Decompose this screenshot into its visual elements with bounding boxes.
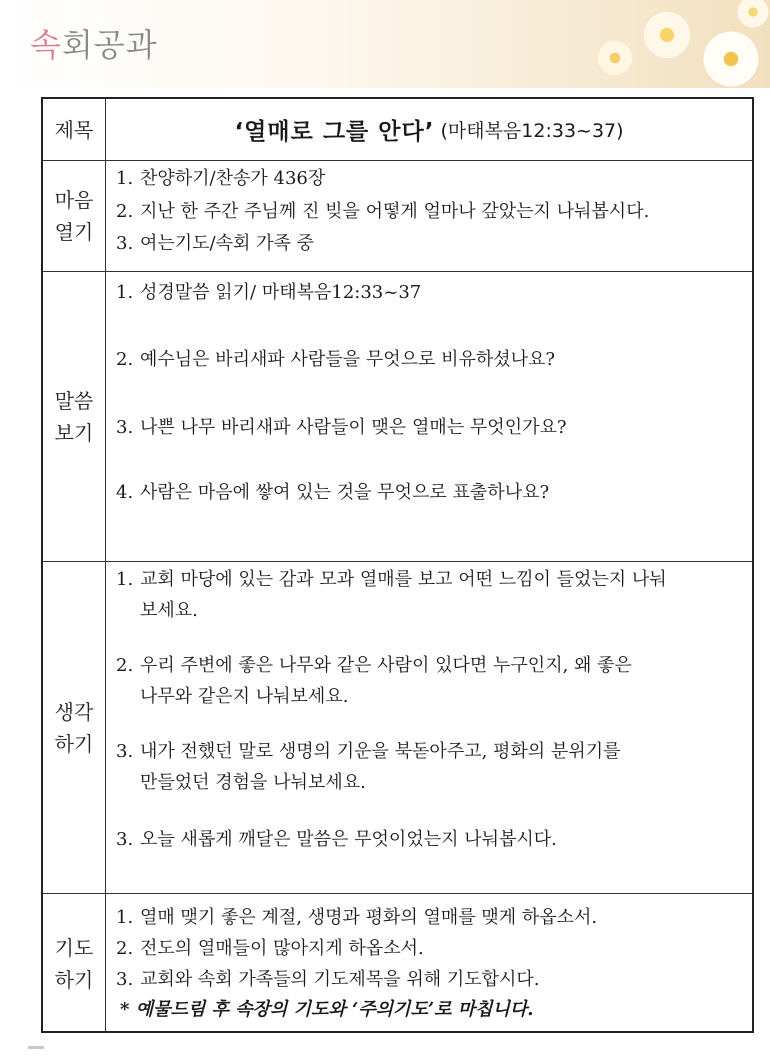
section-content — [106, 161, 752, 271]
section-content — [106, 272, 752, 561]
item-number: 1. — [116, 168, 134, 189]
item-number: 4. — [116, 482, 134, 503]
item-number: 1. — [116, 282, 134, 303]
item-text: 내가 전했던 말로 생명의 기운을 북돋아주고, 평화의 분위기를 — [140, 741, 621, 762]
list-item — [116, 196, 744, 227]
title-row — [43, 99, 752, 161]
logo-rest: 회공과 — [61, 26, 158, 64]
item-text: 여는기도/속회 가족 중 — [140, 233, 314, 254]
list-item — [116, 228, 744, 259]
list-item — [116, 824, 744, 855]
item-number: 3. — [116, 233, 134, 254]
item-text: 예수님은 바리새파 사람들을 무엇으로 비유하셨나요? — [140, 349, 556, 370]
list-item — [116, 736, 744, 798]
title-label-text: 제목 — [54, 117, 94, 142]
item-text: 성경말씀 읽기/ 마태복음12:33~37 — [140, 282, 422, 303]
section-label-line: 마음 — [54, 188, 94, 212]
section-prayer — [43, 894, 752, 1033]
closing-note: * 예물드림 후 속장의 기도와 ‘주의기도’로 마칩니다. — [120, 999, 534, 1020]
flower-decoration — [700, 28, 762, 90]
item-text-continued: 나무와 같은지 나눠보세요. — [140, 686, 349, 707]
list-item — [116, 902, 744, 933]
item-text: 우리 주변에 좋은 나무와 같은 사람이 있다면 누구인지, 왜 좋은 — [140, 655, 632, 676]
list-item — [116, 650, 744, 712]
flower-decoration — [595, 38, 635, 78]
footer-mark — [28, 1046, 44, 1049]
list-item — [116, 412, 744, 443]
lesson-title: ‘열매로 그를 안다’ — [234, 119, 435, 145]
list-item — [116, 933, 744, 964]
item-text: 오늘 새롭게 깨달은 말씀은 무엇이었는지 나눠봅시다. — [140, 829, 557, 850]
item-number: 3. — [116, 741, 134, 762]
item-text: 나쁜 나무 바리새파 사람들이 맺은 열매는 무엇인가요? — [140, 417, 567, 438]
item-text-continued: 보세요. — [140, 600, 198, 621]
lesson-table — [41, 97, 754, 1033]
item-number: 2. — [116, 655, 134, 676]
list-item — [116, 964, 744, 995]
title-cell — [106, 99, 752, 160]
section-label-line: 하기 — [54, 967, 94, 992]
item-number: 2. — [116, 201, 134, 222]
item-number: 2. — [116, 938, 134, 959]
item-number: 3. — [116, 969, 134, 990]
section-label-line: 열기 — [54, 220, 94, 244]
section-label-line: 보기 — [54, 420, 94, 445]
item-text: 교회 마당에 있는 감과 모과 열매를 보고 어떤 느낌이 들었는지 나눠 — [140, 569, 667, 590]
title-label — [43, 99, 106, 160]
item-number: 3. — [116, 417, 134, 438]
list-item — [116, 163, 744, 194]
section-label — [43, 894, 106, 1033]
section-label-line: 말씀 — [54, 388, 94, 413]
list-item — [116, 344, 744, 375]
logo-first-char: 속 — [30, 26, 62, 64]
item-text-continued: 만들었던 경험을 나눠보세요. — [140, 772, 366, 793]
item-text: 교회와 속회 가족들의 기도제목을 위해 기도합시다. — [140, 969, 540, 990]
item-number: 1. — [116, 907, 134, 928]
section-label-line: 생각 — [54, 699, 94, 724]
section-content — [106, 562, 752, 893]
list-item — [116, 477, 744, 508]
item-text: 전도의 열매들이 많아지게 하옵소서. — [140, 938, 424, 959]
lesson-scripture-ref: (마태복음12:33~37) — [440, 120, 624, 142]
item-text: 열매 맺기 좋은 계절, 생명과 평화의 열매를 맺게 하옵소서. — [140, 907, 598, 928]
section-label-line: 기도 — [54, 935, 94, 960]
item-number: 2. — [116, 349, 134, 370]
list-item — [116, 277, 744, 308]
item-number: 3. — [116, 829, 134, 850]
list-item — [116, 564, 744, 626]
item-text: 사람은 마음에 쌓여 있는 것을 무엇으로 표출하나요? — [140, 482, 550, 503]
section-label — [43, 272, 106, 561]
section-reflect — [43, 562, 752, 894]
item-text: 지난 한 주간 주님께 진 빚을 어떻게 얼마나 갚았는지 나눠봅시다. — [140, 201, 650, 222]
flower-decoration — [735, 0, 770, 30]
section-label — [43, 161, 106, 271]
section-label-line: 하기 — [54, 731, 94, 756]
section-label — [43, 562, 106, 893]
item-number: 1. — [116, 569, 134, 590]
item-text: 찬양하기/찬송가 436장 — [140, 168, 326, 189]
flower-decoration — [640, 8, 694, 62]
section-open-heart — [43, 161, 752, 272]
section-logo — [30, 20, 158, 66]
section-content — [106, 894, 752, 1033]
section-read-word — [43, 272, 752, 562]
